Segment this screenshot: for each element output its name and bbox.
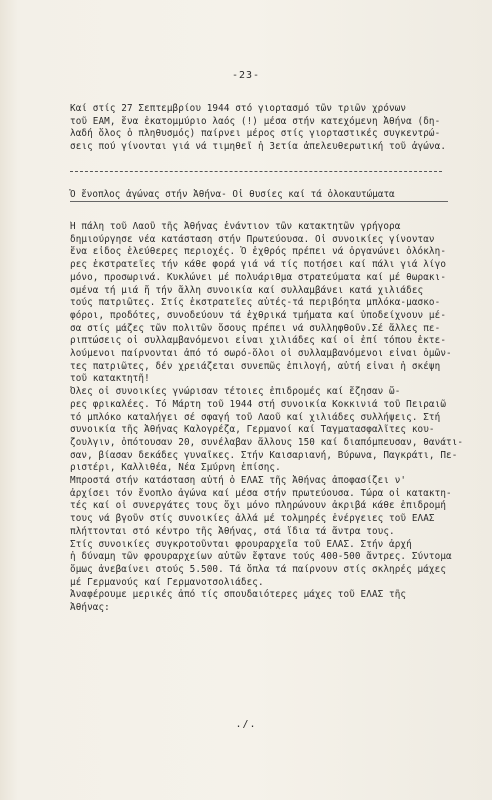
intro-line: λαδή ὅλος ὁ πληθυσμός) παίρνει μέρος στίς γιορταστικές συγκεντρώ- — [70, 128, 441, 140]
heading-underline — [70, 201, 448, 202]
body-line: Ἡ πάλη τοῦ Λαοῦ τῆς Ἀθήνας ἐνάντιον τῶν κατακτητῶν γρήγορα — [70, 221, 401, 232]
body-line: Μπροστά στήν κατάσταση αὐτή ὁ ΕΛΑΣ τῆς Ἀθήνας ἀποφασίζει ν' — [70, 475, 407, 487]
intro-line: Καί στίς 27 Σεπτεμβρίου 1944 στό γιορτασμό τῶν τριῶν χρόνων — [70, 103, 407, 114]
body-line: τες πατριῶτες, δέν χρειάζεται συνεπῶς ἐπιλογή, αὐτή εἶναι ἡ σκέψη — [70, 360, 441, 372]
section-divider — [70, 171, 442, 173]
body-line: πλήττονται στό κέντρο τῆς Ἀθήνας, στά ἴδια τά ἄντρα τους. — [70, 525, 395, 537]
body-line: τοῦ κατακτητῆ! — [70, 373, 150, 385]
body-line: λούμενοι παίρνονται ἀπό τό σωρό-ὅλοι οἱ συλλαμβανόμενοι εἶναι ὁμῶν- — [70, 348, 452, 360]
body-line: ὅμως ἀνεβαίνει στούς 5.500. Τά ὅπλα τά παίρνουν στίς σκληρές μάχες — [70, 563, 447, 575]
body-line: τές καί οἱ συνεργάτες τους ὄχι μόνο πληρώνουν ἀκριβά κάθε ἐπιδρομή — [70, 500, 447, 512]
body-line: μέ Γερμανούς καί Γερμανοτσολιάδες. — [70, 576, 264, 588]
body-line: Ἀθήνας: — [70, 602, 110, 614]
body-line: συνοικία τῆς Ἀθήνας Καλογρέζα, Γερμανοί καί Ταγματασφαλῖτες κου- — [70, 424, 435, 436]
intro-paragraph — [70, 103, 470, 154]
intro-line: τοῦ ΕΑΜ, ἕνα ἑκατομμύριο λαός (!) μέσα στήν κατεχόμενη Ἀθήνα (δη- — [70, 115, 441, 127]
body-line: τους νά βγοῦν στίς συνοικίες ἀλλά μέ τολμηρές ἐνέργειες τοῦ ΕΛΑΣ — [70, 513, 435, 525]
body-line: ριστέρι, Καλλιθέα, Νέα Σμύρνη ἐπίσης. — [70, 462, 281, 474]
body-line: ρες ἐκστρατεῖες τήν κάθε φορά γιά νά τίς ποτήσει καί πάλι γιά λίγο — [70, 259, 447, 271]
body-line: τούς πατριῶτες. Στίς ἐκστρατεῖες αὐτές-τά περιβόητα μπλόκα-μασκο- — [70, 297, 441, 309]
body-line: ἡ δύναμη τῶν φρουραρχείων αὐτῶν ἔφτανε τούς 400-500 ἄντρες. Σύντομα — [70, 551, 452, 563]
body-line: Ὅλες οἱ συνοικίες γνώρισαν τέτοιες ἐπιδρομές καί ἔζησαν ὤ- — [70, 386, 401, 398]
intro-line: σεις πού γίνονται γιά νά τιμηθεῖ ἡ 3ετία ἀπελευθερωτική τοῦ ἀγώνα. — [70, 141, 447, 153]
body-line: φόροι, προδότες, συνοδεύουν τά ἐχθρικά τμήματα καί ὑποδείχνουν μέ- — [70, 309, 447, 321]
end-mark: ./. — [235, 719, 257, 730]
body-line: σαν, βίασαν δεκάδες γυναῖκες. Στήν Καισαριανή, Βύρωνα, Παγκράτι, Πε- — [70, 449, 458, 461]
body-text — [70, 221, 470, 615]
body-line: μόνο, προσωρινά. Κυκλώνει μέ πολυάριθμα στρατεύματα καί μέ θωρακι- — [70, 271, 447, 283]
body-line: Στίς συνοικίες συγκροτοῦνται φρουραρχεῖα τοῦ ΕΛΑΣ. Στήν ἀρχή — [70, 538, 412, 550]
body-line: ριπτώσεις οἱ συλλαμβανόμενοι εἶναι χιλιάδες καί οἱ ἐπί τόπου ἐκτε- — [70, 335, 447, 347]
body-line: τό μπλόκο καταλήγει σέ σφαγή τοῦ Λαοῦ καί χιλιάδες συλλήψεις. Στή — [70, 411, 441, 423]
body-line: σα στίς μάζες τῶν πολιτῶν ὅσους πρέπει νά συλληφθοῦν.Σέ ἄλλες πε- — [70, 322, 441, 334]
body-line: δημιούργησε νέα κατάσταση στήν Πρωτεύουσα. Οἱ συνοικίες γίνονταν — [70, 233, 435, 245]
body-line: ἀρχίσει τόν ἔνοπλο ἀγώνα καί μέσα στήν πρωτεύουσα. Τώρα οἱ κατακτη- — [70, 487, 452, 499]
page-number: -23- — [231, 70, 261, 81]
section-heading: Ὁ ἔνοπλος ἀγώνας στήν Ἀθήνα- Οἱ θυσίες καί τά ὁλοκαυτώματα — [70, 189, 395, 200]
body-line: Ἀναφέρουμε μερικές ἀπό τίς σπουδαιότερες μάχες τοῦ ΕΛΑΣ τῆς — [70, 589, 407, 601]
body-line: ἕνα εἶδος ἐλεύθερες περιοχές. Ὁ ἐχθρός πρέπει νά ὀργανώνει ὁλόκλη- — [70, 246, 447, 258]
body-line: σμένα τή μιά ἤ τήν ἄλλη συνοικία καί συλλαμβάνει κατά χιλιάδες — [70, 284, 424, 296]
body-line: ζουλγιν, ὁπότουσαν 20, συνέλαβαν ἄλλους 150 καί διαπόμπευσαν, θανάτι- — [70, 436, 464, 448]
body-line: ρες φρικαλέες. Τό Μάρτη τοῦ 1944 στή συνοικία Κοκκινιά τοῦ Πειραιῶ — [70, 398, 447, 410]
